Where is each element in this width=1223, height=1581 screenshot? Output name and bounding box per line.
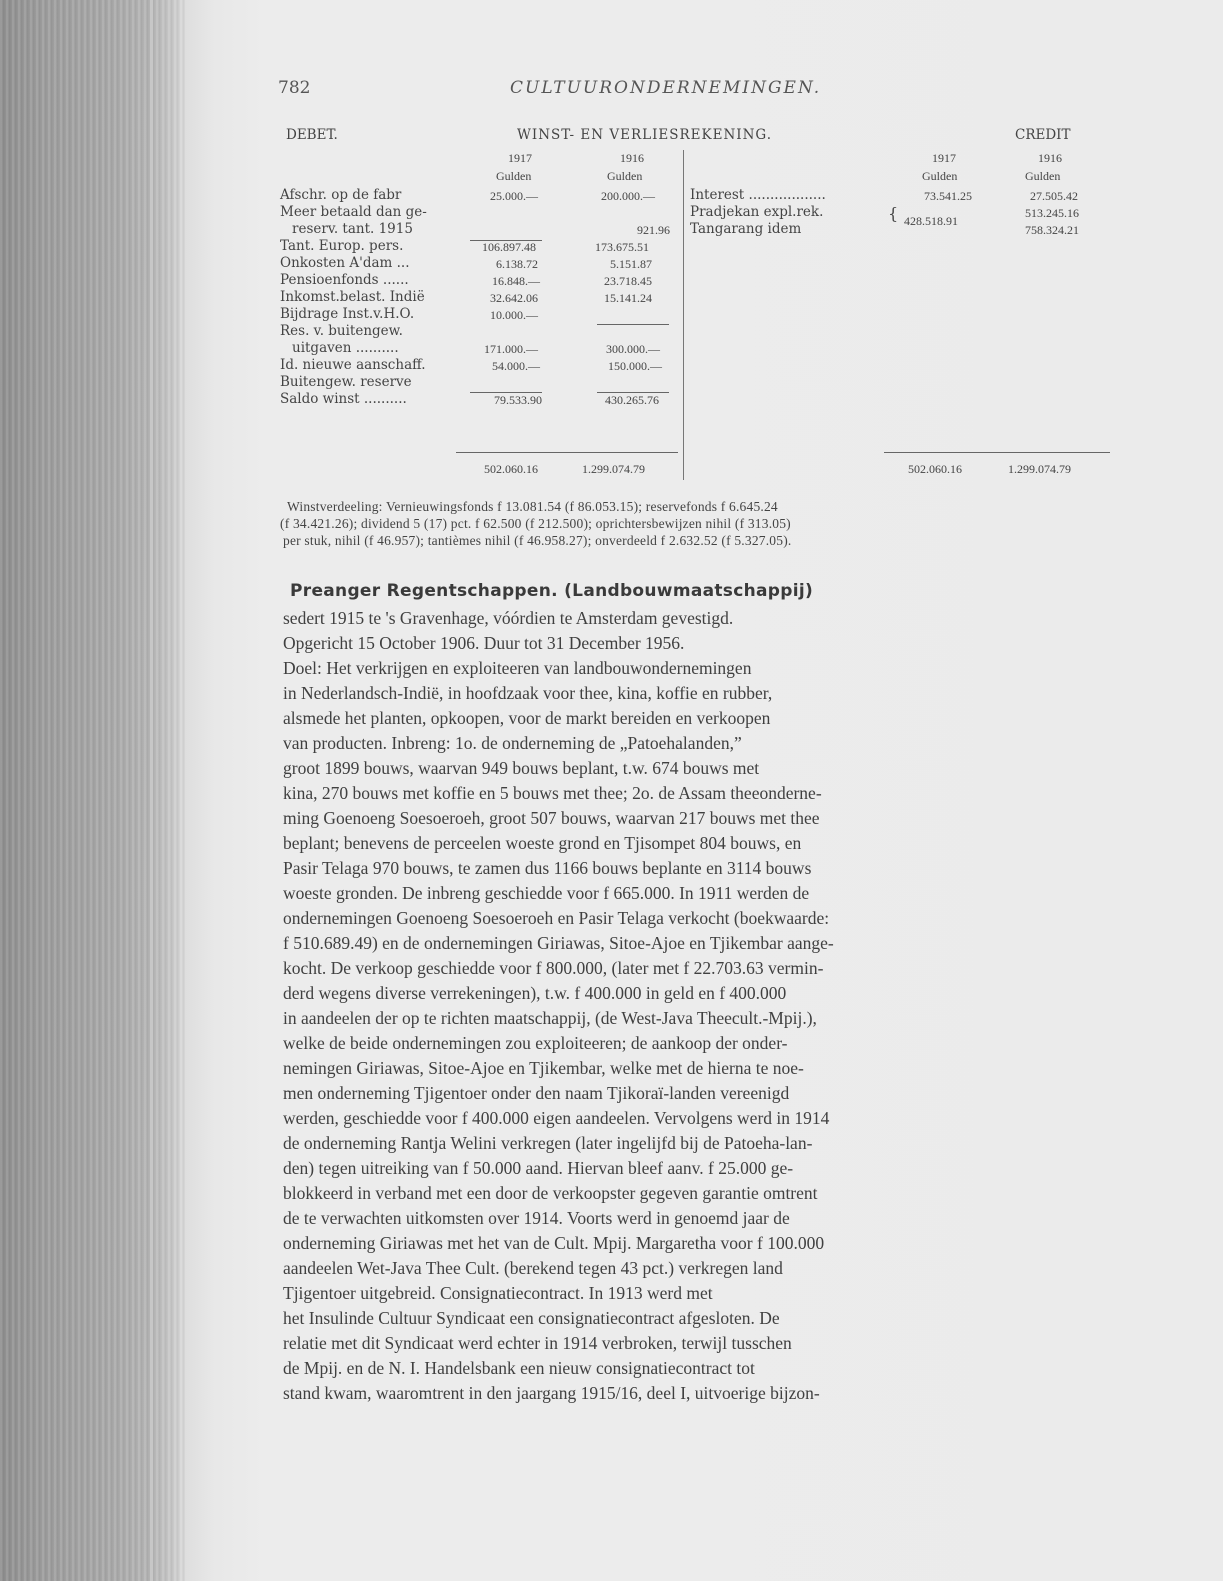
body-line: kocht. De verkoop geschiedde voor f 800.000, (later met f 22.703.63 vermin- [283,958,824,978]
brace-icon: { [888,204,899,223]
body-line: men onderneming Tjigentoer onder den naam Tjikoraï-landen vereenigd [283,1083,790,1103]
body-line: sedert 1915 te 's Gravenhage, vóórdien te Amsterdam gevestigd. [283,608,734,628]
body-line: kina, 270 bouws met koffie en 5 bouws met thee; 2o. de Assam theeonderne- [283,783,822,803]
credit-col-1916-unit: Gulden [1025,169,1061,183]
body-line: onderneming Giriawas met het van de Cult. Mpij. Margaretha voor f 100.000 [283,1233,825,1253]
body-line: stand kwam, waaromtrent in den jaargang 1915/16, deel I, uitvoerige bijzon- [283,1383,820,1403]
body-line: beplant; benevens de perceelen woeste grond en Tjisompet 804 bouws, en [283,833,802,853]
body-line: in aandeelen der op te richten maatschappij, (de West-Java Theecult.-Mpij.), [283,1008,817,1028]
debet-row-label: Id. nieuwe aanschaff. [280,357,426,373]
debet-col-1917-unit: Gulden [496,169,532,183]
page-number: 782 [278,78,311,98]
debet-row-label: uitgaven .......... [292,340,399,356]
credit-col-1916-year: 1916 [1038,151,1062,165]
debet-row-1916: 23.718.45 [604,274,652,288]
credit-row-1916: 513.245.16 [1025,206,1079,220]
body-line: blokkeerd in verband met een door de verkoopster gegeven garantie omtrent [283,1183,818,1203]
body-line: Doel: Het verkrijgen en exploiteeren van landbouwondernemingen [283,658,752,678]
debet-row-1916: 921.96 [637,223,670,237]
book-binding-edge [0,0,185,1581]
body-line: Pasir Telaga 970 bouws, te zamen dus 1166 bouws beplante en 3114 bouws [283,858,812,878]
debet-row-1917: 54.000.— [492,359,540,373]
ledger-title: WINST- EN VERLIESREKENING. [517,127,773,143]
debet-label: DEBET. [286,127,338,143]
debet-row-label: Pensioenfonds ...... [280,272,409,288]
debet-row-1916: 15.141.24 [604,291,652,305]
debet-row-1917: 171.000.— [484,342,538,356]
debet-row-label: Tant. Europ. pers. [280,238,404,254]
body-line: alsmede het planten, opkoopen, voor de markt bereiden en verkoopen [283,708,771,728]
ledger-divider [683,150,684,480]
body-line: aandeelen Wet-Java Thee Cult. (berekend tegen 43 pct.) verkregen land [283,1258,783,1278]
debet-col-1916-year: 1916 [620,151,644,165]
debet-row-label: Saldo winst .......... [280,391,407,407]
debet-row-label: Afschr. op de fabr [280,187,402,203]
debet-row-label: Bijdrage Inst.v.H.O. [280,306,415,322]
debet-row-1917: 10.000.— [490,308,538,322]
credit-total-1916: 1.299.074.79 [1008,462,1071,476]
debet-row-1916: 173.675.51 [595,240,649,254]
debet-row-label: Inkomst.belast. Indië [280,289,425,305]
body-line: het Insulinde Cultuur Syndicaat een consignatiecontract afgesloten. De [283,1308,780,1328]
debet-row-1917: 16.848.— [492,274,540,288]
credit-total-1917: 502.060.16 [908,462,962,476]
debet-row-1917: 106.897.48 [482,240,536,254]
winstverdeeling-line: Winstverdeeling: Vernieuwingsfonds f 13.081.54 (f 86.053.15); reservefonds f 6.645.24 [287,499,778,514]
debet-row-1917: 32.642.06 [490,291,538,305]
body-line: woeste gronden. De inbreng geschiedde voor f 665.000. In 1911 werden de [283,883,810,903]
body-line: f 510.689.49) en de ondernemingen Giriawas, Sitoe-Ajoe en Tjikembar aange- [283,933,834,953]
body-line: derd wegens diverse verrekeningen), t.w. f 400.000 in geld en f 400.000 [283,983,787,1003]
debet-row-1916-dash [597,314,669,333]
body-line: de te verwachten uitkomsten over 1914. Voorts werd in genoemd jaar de [283,1208,790,1228]
debet-row-1916: 5.151.87 [610,257,652,271]
debet-row-1916: 300.000.— [606,342,660,356]
debet-total-rule [456,452,678,453]
body-line: Opgericht 15 October 1906. Duur tot 31 December 1956. [283,633,685,653]
body-line: ondernemingen Goenoeng Soesoeroeh en Pasir Telaga verkocht (boekwaarde: [283,908,830,928]
body-line: ming Goenoeng Soesoeroeh, groot 507 bouws, waarvan 217 bouws met thee [283,808,820,828]
credit-row-1917: 428.518.91 [904,214,958,228]
credit-label: CREDIT [1015,127,1071,143]
debet-row-label: Meer betaald dan ge- [280,204,427,220]
debet-row-1917: 79.533.90 [494,393,542,407]
body-line: Tjigentoer uitgebreid. Consignatiecontract. In 1913 werd met [283,1283,713,1303]
credit-row-1917: 73.541.25 [924,189,972,203]
credit-col-1917-unit: Gulden [922,169,958,183]
debet-row-label: Buitengew. reserve [280,374,412,390]
debet-total-1916: 1.299.074.79 [582,462,645,476]
body-line: de onderneming Rantja Welini verkregen (later ingelijfd bij de Patoeha-lan- [283,1133,813,1153]
body-line: nemingen Giriawas, Sitoe-Ajoe en Tjikembar, welke met de hierna te noe- [283,1058,804,1078]
debet-row-label: Onkosten A'dam ... [280,255,410,271]
body-line: relatie met dit Syndicaat werd echter in 1914 verbroken, terwijl tusschen [283,1333,792,1353]
credit-total-rule [884,452,1110,453]
debet-col-1916-unit: Gulden [607,169,643,183]
body-line: welke de beide ondernemingen zou exploiteeren; de aankoop der onder- [283,1033,788,1053]
page-stack-edge [150,0,153,1581]
credit-row-1916: 758.324.21 [1025,223,1079,237]
running-head: CULTUURONDERNEMINGEN. [510,78,822,98]
winstverdeeling-line: per stuk, nihil (f 46.957); tantièmes nihil (f 46.958.27); onverdeeld f 2.632.52 (f 5.327.05). [283,533,792,548]
credit-col-1917-year: 1917 [932,151,956,165]
credit-row-label: Interest .................. [690,187,826,203]
debet-row-1916: 430.265.76 [605,393,659,407]
company-heading: Preanger Regentschappen. (Landbouwmaatschappij) [290,581,814,601]
debet-col-1917-year: 1917 [508,151,532,165]
body-line: van producten. Inbreng: 1o. de onderneming de „Patoehalanden,” [283,733,742,753]
body-line: groot 1899 bouws, waarvan 949 bouws beplant, t.w. 674 bouws met [283,758,760,778]
credit-row-label: Pradjekan expl.rek. [690,204,824,220]
debet-row-1917: 25.000.— [490,189,538,203]
debet-row-1917: 6.138.72 [496,257,538,271]
debet-row-label: Res. v. buitengew. [280,323,403,339]
credit-row-label: Tangarang idem [690,221,802,237]
credit-row-1916: 27.505.42 [1030,189,1078,203]
body-line: in Nederlandsch-Indië, in hoofdzaak voor thee, kina, koffie en rubber, [283,683,773,703]
body-line: werden, geschiedde voor f 400.000 eigen aandeelen. Vervolgens werd in 1914 [283,1108,830,1128]
body-line: de Mpij. en de N. I. Handelsbank een nieuw consignatiecontract tot [283,1358,755,1378]
debet-total-1917: 502.060.16 [484,462,538,476]
debet-row-label: reserv. tant. 1915 [292,221,413,237]
body-line: den) tegen uitreiking van f 50.000 aand. Hiervan bleef aanv. f 25.000 ge- [283,1158,794,1178]
debet-row-1916: 200.000.— [601,189,655,203]
debet-row-1916: 150.000.— [608,359,662,373]
winstverdeeling-line: (f 34.421.26); dividend 5 (17) pct. f 62.500 (f 212.500); oprichtersbewijzen nihil (f 313.05) [280,516,791,531]
